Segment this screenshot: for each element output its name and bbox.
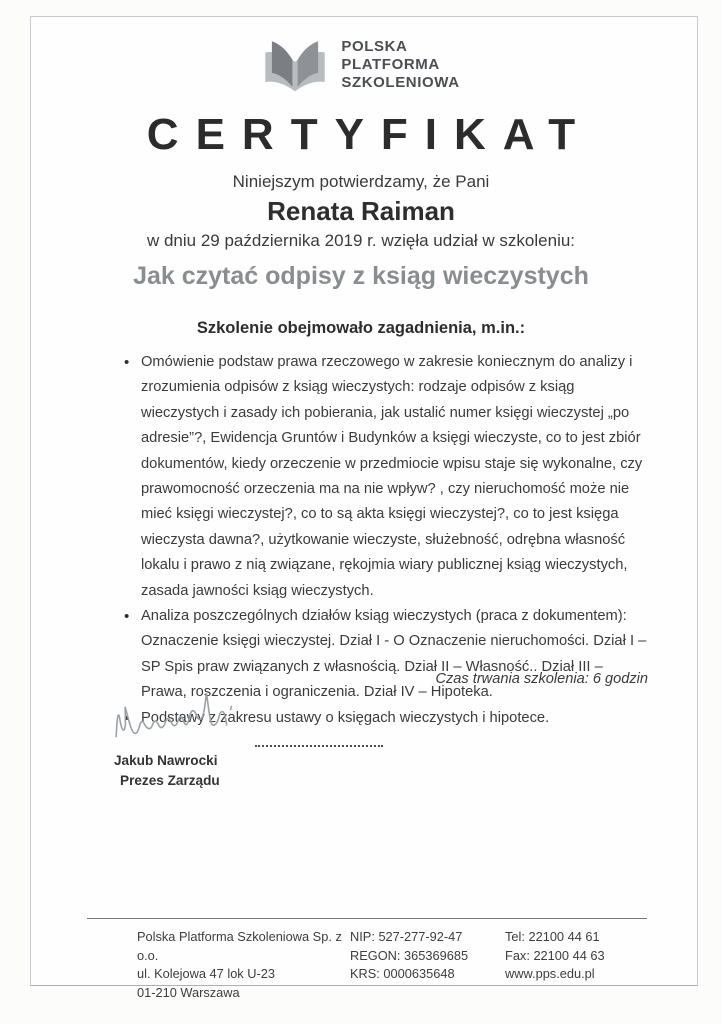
footer-krs: KRS: 0000635648: [350, 966, 455, 982]
footer-company-city: 01-210 Warszawa: [137, 984, 240, 1000]
footer-fax: Fax: 22100 44 63: [505, 947, 605, 963]
footer-divider: [87, 918, 647, 919]
footer-contact-column: [505, 928, 655, 1002]
org-name: [341, 38, 459, 92]
topic-item: • Omówienie podstaw prawa rzeczowego w zakresie koniecznym do analizy i zrozumienia odpisów z ksiąg wieczystych: rodzaje odpisów z ksiąg wieczystych i zasady ich pobierania, jak ustalić numer księgi wieczystej „po adresie”?, Ewidencja Gruntów i Budynków a księgi wieczyste, co to jest zbiór dokumentów, kiedy orzeczenie w przedmiocie wpisu staje się wykonalne, czy prawomocność orzeczenia ma na nie wpływ? , czy nieruchomość może nie mieć księgi wieczystej?, co to są akta księgi wieczystej?, co to jest księga wieczysta dawna?, użytkowanie wieczyste, służebność, odrębna własność lokalu i prawo z nią związane, rękojmia wiary publicznej ksiąg wieczystych, zasada jawności ksiąg wieczystych.: [126, 350, 648, 604]
org-name-line3: SZKOLENIOWA: [341, 74, 460, 91]
topics-heading: Szkolenie obejmowało zagadnienia, m.in.:: [196, 319, 526, 337]
certificate-title: CERTYFIKAT: [146, 110, 593, 159]
signer-block: [114, 751, 220, 790]
footer-regon: REGON: 365369685: [350, 947, 469, 963]
handwritten-signature: [110, 690, 252, 749]
org-name-line2: PLATFORMA: [341, 56, 440, 73]
date-line: w dniu 29 października 2019 r. wzięła udział w szkoleniu:: [146, 231, 576, 250]
duration-line: Czas trwania szkolenia: 6 godzin: [435, 671, 648, 687]
footer-nip: NIP: 527-277-92-47: [350, 929, 463, 944]
recipient-name: Renata Raiman: [267, 196, 455, 226]
topic-item: • Analiza poszczególnych działów ksiąg wieczystych (praca z dokumentem): Oznaczenie księgi wieczystej. Dział I - O Oznaczenie nieruchomości. Dział I – SP Spis praw związanych z własnością. Dział II – Własność.. Dział III – Prawa, roszczenia i ograniczenia. Dział IV – Hipoteka.: [126, 604, 648, 706]
open-book-icon: [262, 36, 328, 94]
course-title: Jak czytać odpisy z ksiąg wieczystych: [133, 262, 589, 290]
org-name-line1: POLSKA: [341, 38, 408, 55]
footer-company-street: ul. Kolejowa 47 lok U-23: [137, 966, 275, 982]
topic-item: • Podstawy z zakresu ustawy o księgach wieczystych i hipotece.: [126, 706, 648, 731]
footer-website: www.pps.edu.pl: [505, 966, 595, 982]
footer: [137, 928, 655, 1002]
footer-company-name: Polska Platforma Szkoleniowa Sp. z o.o.: [137, 929, 342, 963]
signature-dotted-line: [255, 745, 383, 747]
signer-name: Jakub Nawrocki: [114, 753, 218, 768]
intro-line: Niniejszym potwierdzamy, że Pani: [232, 172, 490, 191]
signer-role: Prezes Zarządu: [120, 772, 220, 788]
footer-registry-column: [350, 928, 505, 1002]
footer-tel: Tel: 22100 44 61: [505, 929, 600, 944]
footer-company-column: [137, 928, 350, 1002]
header-logo: [0, 36, 722, 94]
